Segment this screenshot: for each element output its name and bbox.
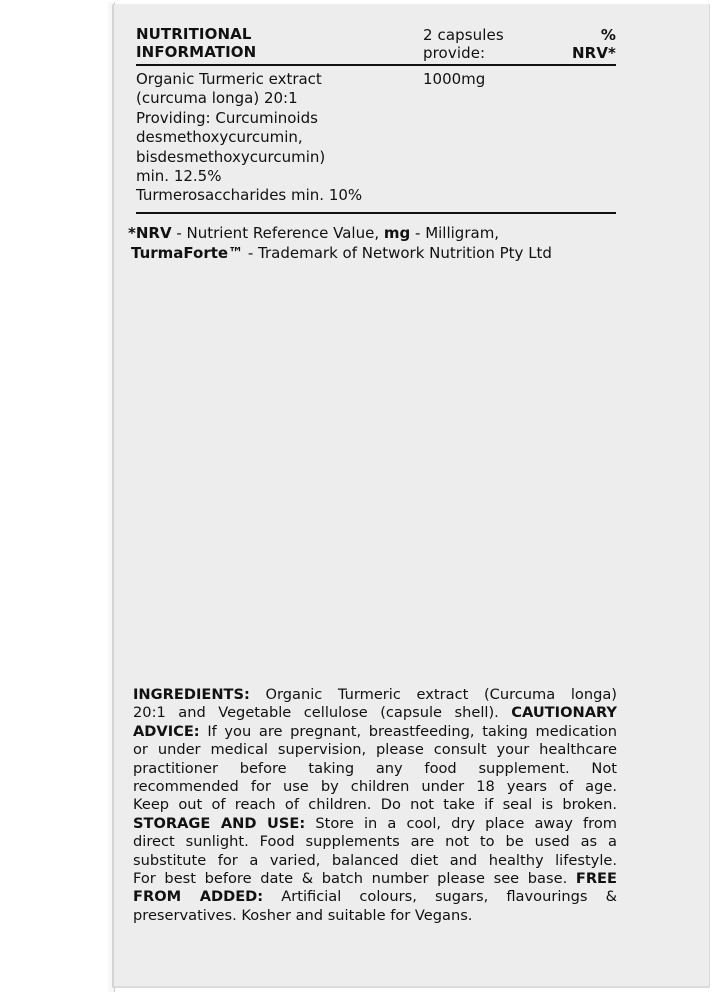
- storage-label: STORAGE AND USE:: [133, 814, 306, 832]
- ingredients-line: Keep out of reach of children. Do not take if seal is broken.: [133, 796, 617, 814]
- header-col1-line1: NUTRITIONAL: [136, 25, 252, 43]
- ingredients-line: [133, 723, 617, 741]
- trademark-definition: - Trademark of Network Nutrition Pty Ltd: [243, 244, 552, 262]
- batch-text: For best before date & batch number please see base.: [133, 870, 576, 888]
- mg-abbreviation: mg: [383, 224, 411, 242]
- header-col1-line2: INFORMATION: [136, 43, 257, 61]
- ingredients-line: direct sunlight. Food supplements are not to be used as a: [133, 833, 617, 851]
- from-added-label: FROM ADDED:: [133, 888, 264, 906]
- ingredient-name-line: Providing: Curcuminoids: [136, 108, 318, 127]
- nutrition-table: [136, 22, 616, 205]
- footnote: [128, 223, 608, 263]
- ingredient-name-line: Turmerosaccharides min. 10%: [136, 186, 363, 205]
- ingredients-line: substitute for a varied, balanced diet and healthy lifestyle.: [133, 851, 617, 869]
- ingredients-line: or under medical supervision, please consult your healthcare: [133, 741, 617, 759]
- ingredients-line: preservatives. Kosher and suitable for Vegans.: [133, 906, 473, 924]
- ingredient-name-line: bisdesmethoxycurcumin): [136, 147, 326, 166]
- header-col3-line2: NRV*: [572, 44, 616, 62]
- ingredients-text: 20:1 and Vegetable cellulose (capsule shell).: [133, 704, 512, 722]
- ingredient-name-line: (curcuma longa) 20:1: [136, 89, 298, 108]
- nutrition-table-header: [136, 22, 616, 64]
- ingredient-name-line: desmethoxycurcumin,: [136, 128, 303, 147]
- storage-text: Store in a cool, dry place away from: [305, 814, 617, 832]
- header-col2-line1: 2 capsules: [423, 26, 504, 44]
- ingredients-text: Organic Turmeric extract (Curcuma longa): [249, 686, 617, 703]
- header-nutritional-information: [136, 25, 336, 61]
- free-label: FREE: [575, 870, 617, 888]
- nrv-definition: - Nutrient Reference Value,: [171, 224, 384, 242]
- header-col2-line2: provide:: [423, 44, 486, 62]
- header-col3-line1: %: [600, 26, 616, 44]
- ingredients-line: [133, 686, 617, 704]
- free-from-text: Artificial colours, sugars, flavourings &: [263, 888, 617, 906]
- ingredient-name-line: Organic Turmeric extract: [136, 70, 322, 88]
- advice-text: If you are pregnant, breastfeeding, taking medication: [199, 722, 617, 740]
- ingredients-line: [133, 888, 617, 906]
- ingredients-line: [133, 870, 617, 888]
- ingredient-name: [136, 70, 406, 206]
- table-bottom-divider: [136, 212, 616, 214]
- ingredients-line: practitioner before taking any food supplement. Not: [133, 759, 617, 777]
- header-serving: [423, 26, 543, 62]
- trademark-name: TurmaForte™: [131, 244, 244, 262]
- ingredients-line: [133, 815, 617, 833]
- cautionary-label: CAUTIONARY: [511, 704, 617, 722]
- ingredients-line: [133, 704, 617, 722]
- footnote-line-1: [128, 223, 608, 243]
- ingredient-name-line: min. 12.5%: [136, 167, 222, 186]
- header-divider: [136, 64, 616, 66]
- ingredients-block: [133, 686, 617, 925]
- ingredients-label: INGREDIENTS:: [133, 686, 250, 703]
- ingredients-line: recommended for use by children under 18 years of age.: [133, 778, 617, 796]
- ingredient-amount: 1000mg: [423, 70, 486, 88]
- advice-label: ADVICE:: [133, 722, 200, 740]
- nrv-abbreviation: *NRV: [128, 224, 172, 242]
- mg-definition: - Milligram,: [410, 224, 500, 242]
- header-nrv: [556, 26, 616, 62]
- footnote-line-2: [128, 243, 608, 263]
